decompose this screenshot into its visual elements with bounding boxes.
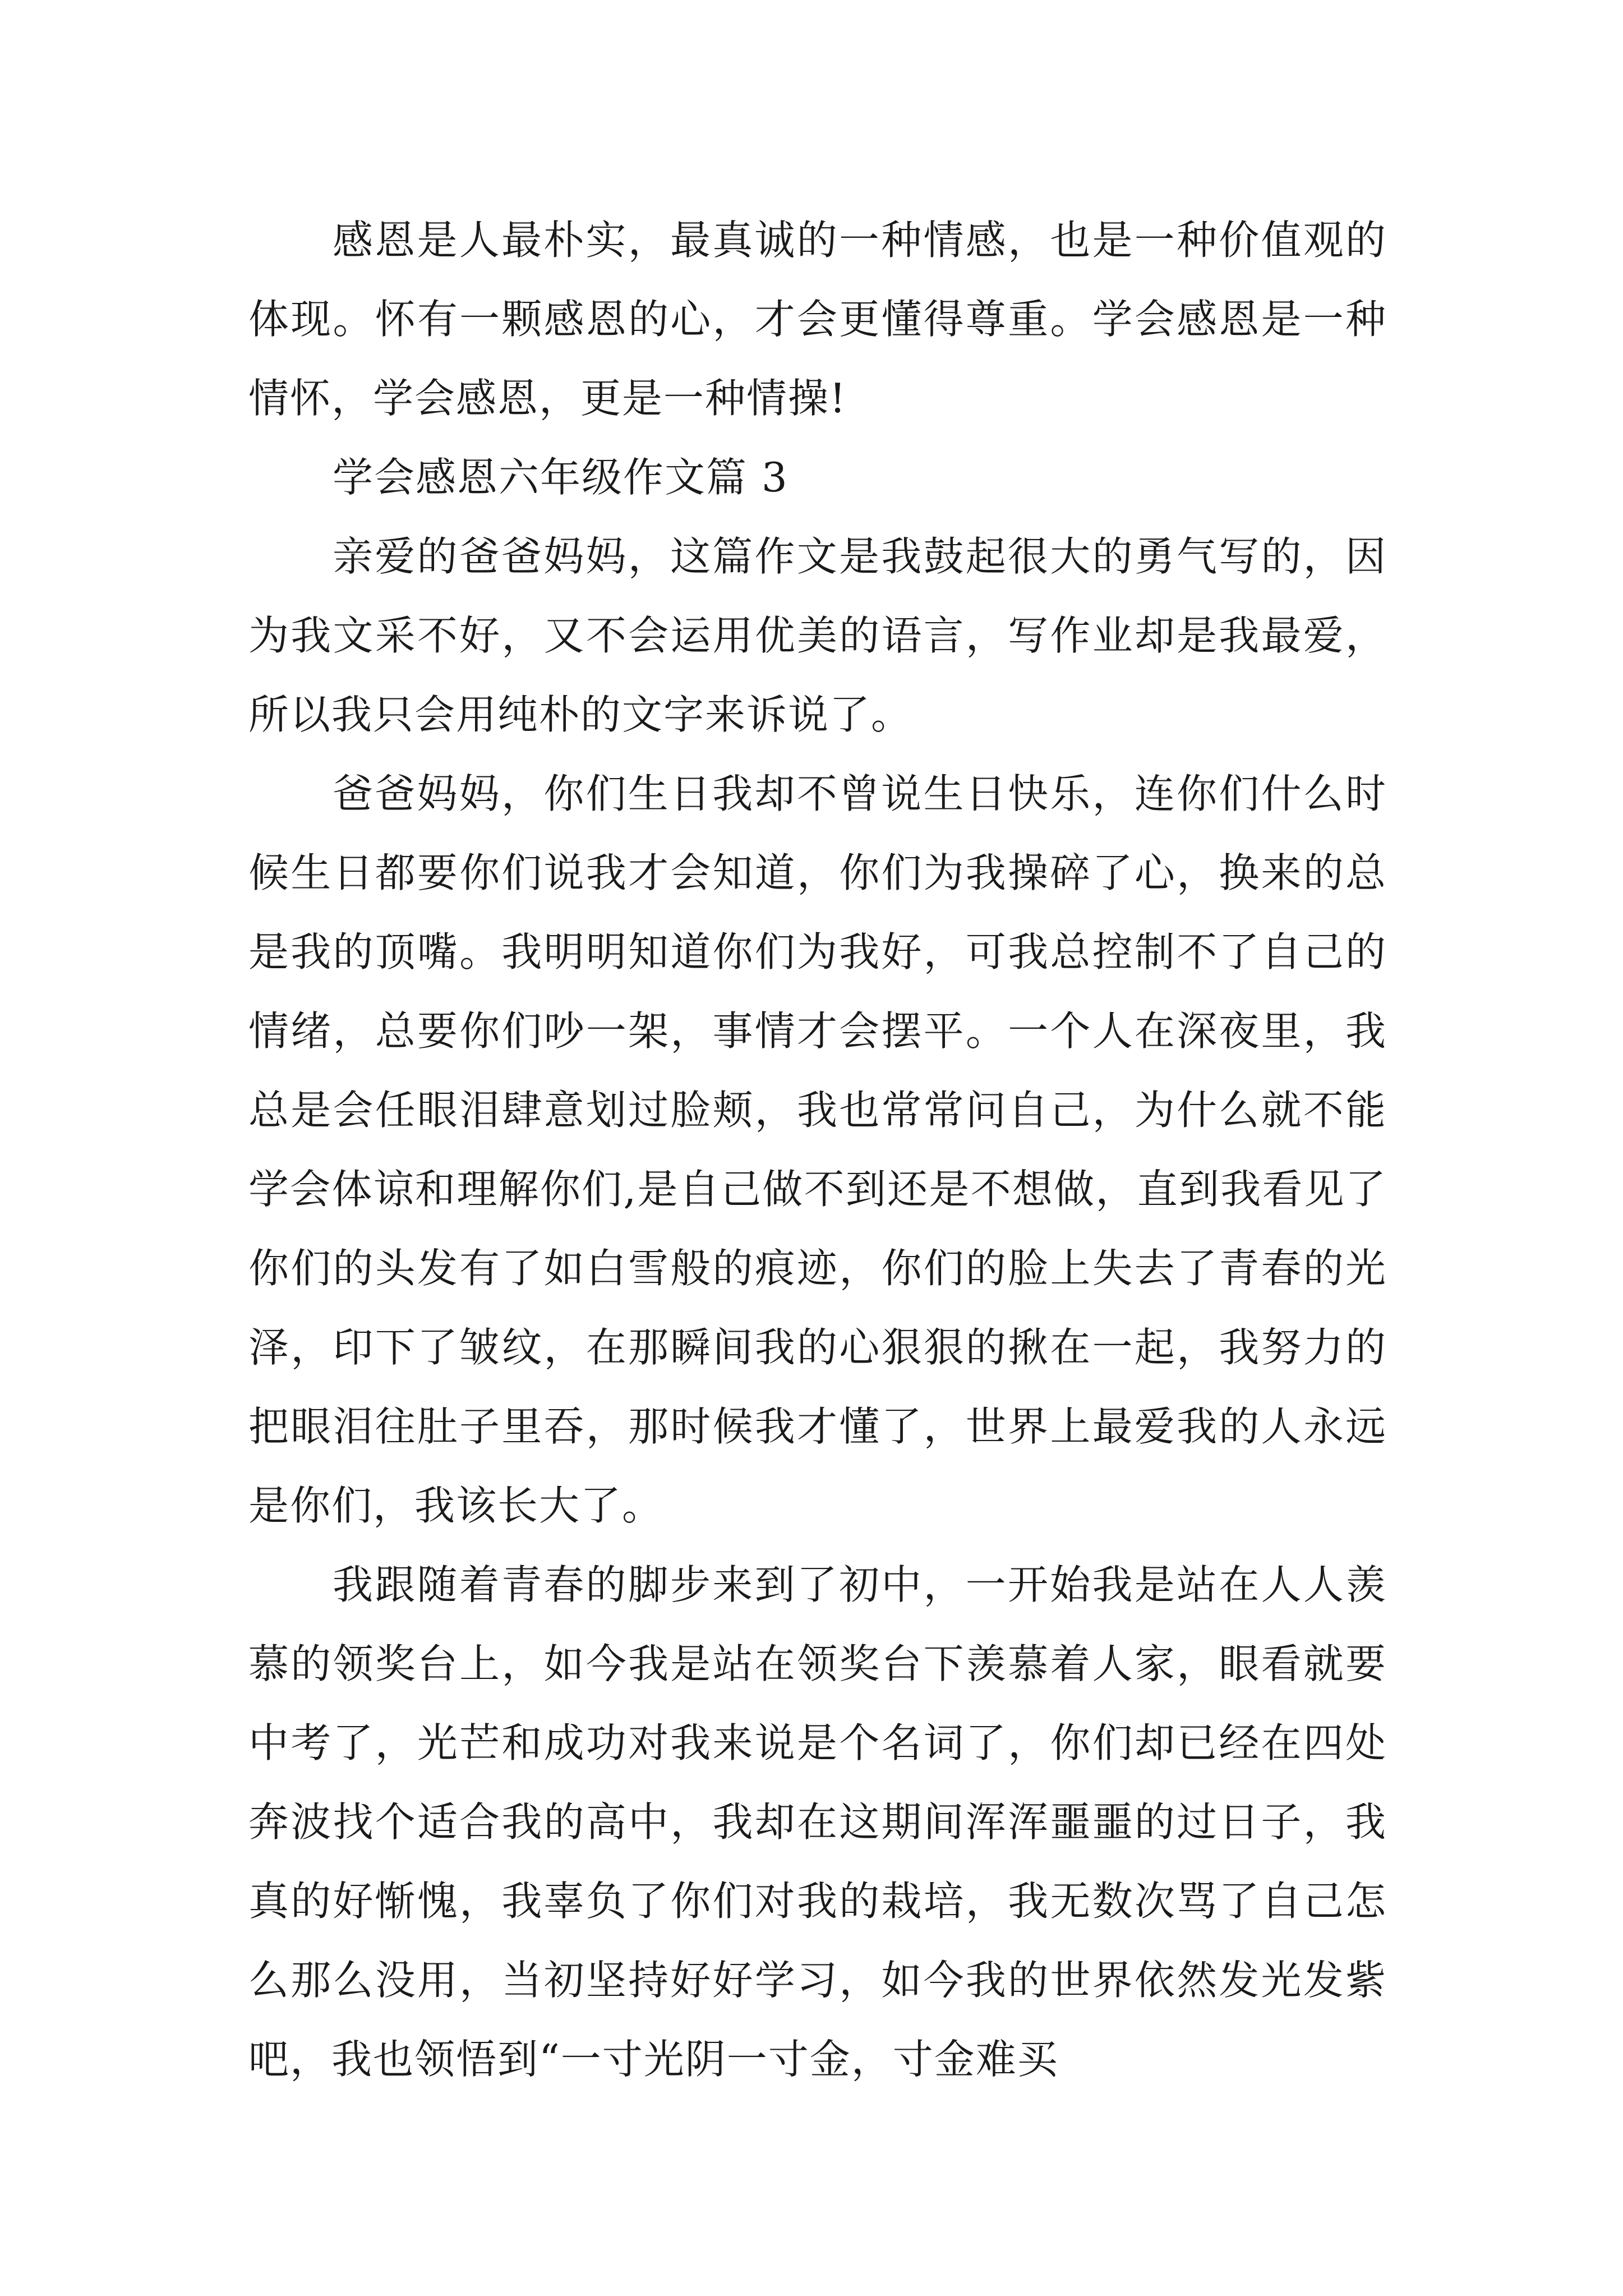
paragraph-gratitude-summary: 感恩是人最朴实，最真诚的一种情感，也是一种价值观的体现。怀有一颗感恩的心，才会更懂得尊重。学会感恩是一种情怀，学会感恩，更是一种情操! (248, 217, 1387, 422)
document-body (248, 201, 1387, 2099)
paragraph-letter-intro: 亲爱的爸爸妈妈，这篇作文是我鼓起很大的勇气写的，因为我文采不好，又不会运用优美的语言，写作业却是我最爱，所以我只会用纯朴的文字来诉说了。 (248, 533, 1387, 738)
paragraph-birthdays: 爸爸妈妈，你们生日我却不曾说生日快乐，连你们什么时候生日都要你们说我才会知道，你们为我操碎了心，换来的总是我的顶嘴。我明明知道你们为我好，可我总控制不了自己的情绪，总要你们吵一架，事情才会摆平。一个人在深夜里，我总是会任眼泪肆意划过脸颊，我也常常问自己，为什么就不能学会体谅和理解你们,是自己做不到还是不想做，直到我看见了你们的头发有了如白雪般的痕迹，你们的脸上失去了青春的光泽，印下了皱纹，在那瞬间我的心狠狠的揪在一起，我努力的把眼泪往肚子里吞，那时候我才懂了，世界上最爱我的人永远是你们，我该长大了。 (248, 770, 1387, 1529)
section-heading: 学会感恩六年级作文篇 3 (333, 454, 789, 501)
paragraph-middle-school: 我跟随着青春的脚步来到了初中，一开始我是站在人人羡慕的领奖台上，如今我是站在领奖台下羡慕着人家，眼看就要中考了，光芒和成功对我来说是个名词了，你们却已经在四处奔波找个适合我的高中，我却在这期间浑浑噩噩的过日子，我真的好惭愧，我辜负了你们对我的栽培，我无数次骂了自己怎么那么没用，当初坚持好好学习，如今我的世界依然发光发紫吧，我也领悟到“一寸光阴一寸金，寸金难买 (248, 1561, 1387, 2083)
